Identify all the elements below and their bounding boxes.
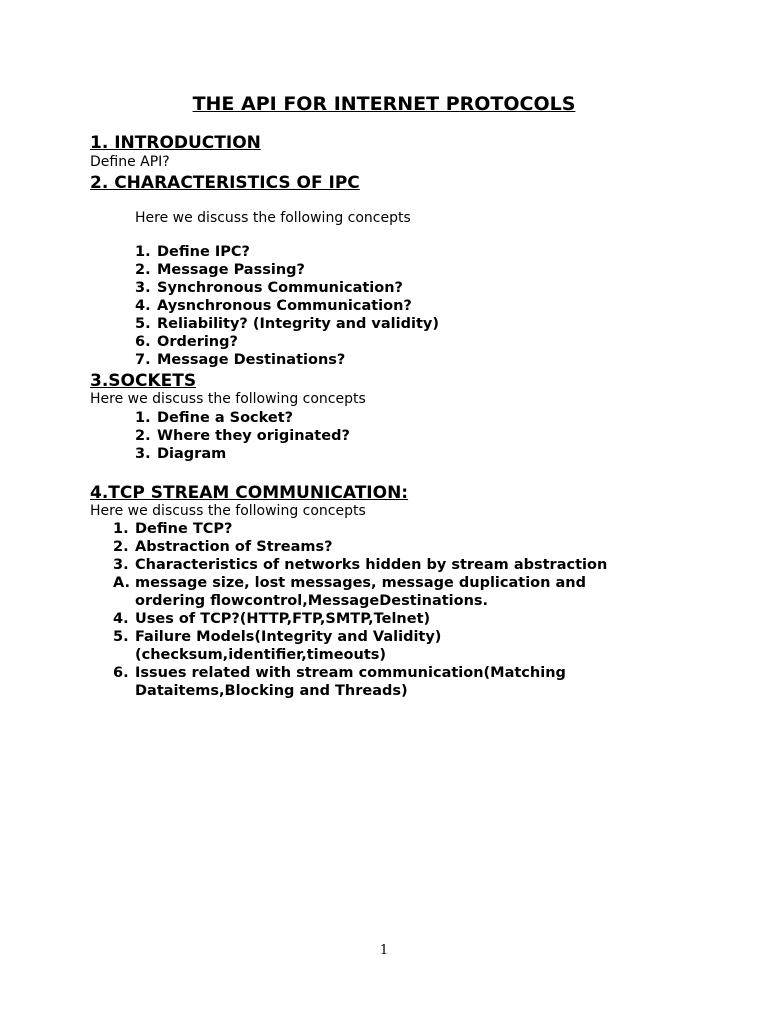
- list-item-text: Message Destinations?: [157, 352, 346, 368]
- list-item: [135, 315, 439, 333]
- list-item-number: 1.: [135, 410, 151, 426]
- section-2-intro: Here we discuss the following concepts: [135, 210, 411, 226]
- section-4-list: [113, 520, 635, 700]
- list-item-text: Define TCP?: [135, 521, 233, 537]
- list-item: [113, 538, 635, 556]
- section-3-intro: Here we discuss the following concepts: [90, 391, 366, 407]
- list-item-text: Define IPC?: [157, 244, 250, 260]
- list-item-number: 2.: [135, 428, 151, 444]
- list-item-number: 7.: [135, 352, 151, 368]
- section-1-text: Define API?: [90, 154, 170, 170]
- list-item: [113, 664, 635, 700]
- section-1-heading: 1. INTRODUCTION: [90, 133, 261, 153]
- list-item-text: Ordering?: [157, 334, 238, 350]
- list-item-text: Abstraction of Streams?: [135, 539, 333, 555]
- list-item-text: Synchronous Communication?: [157, 280, 403, 296]
- list-item-text: Aysnchronous Communication?: [157, 298, 412, 314]
- section-4-heading: 4.TCP STREAM COMMUNICATION:: [90, 483, 409, 503]
- list-item-number: 3.: [135, 280, 151, 296]
- section-2-list: [135, 243, 439, 369]
- list-item-number: 6.: [113, 665, 129, 681]
- section-4-intro: Here we discuss the following concepts: [90, 503, 366, 519]
- section-3-heading: 3.SOCKETS: [90, 371, 197, 391]
- section-2-heading: 2. CHARACTERISTICS OF IPC: [90, 173, 360, 193]
- list-item-number: 5.: [135, 316, 151, 332]
- document-title: THE API FOR INTERNET PROTOCOLS: [192, 93, 576, 115]
- list-item: [135, 351, 439, 369]
- list-item-text: Message Passing?: [157, 262, 305, 278]
- list-item-text: Failure Models(Integrity and Validity) (checksum,identifier,timeouts): [135, 629, 442, 663]
- list-item-number: 2.: [113, 539, 129, 555]
- list-item-text: Where they originated?: [157, 428, 350, 444]
- list-item: [135, 409, 350, 427]
- list-item-text: Characteristics of networks hidden by stream abstraction: [135, 557, 608, 573]
- list-item-text: Reliability? (Integrity and validity): [157, 316, 439, 332]
- list-item-number: A.: [113, 575, 130, 591]
- list-item: [113, 628, 635, 664]
- list-item-number: 3.: [113, 557, 129, 573]
- list-item: [135, 261, 439, 279]
- list-item: [135, 243, 439, 261]
- list-item-text: message size, lost messages, message duplication and ordering flowcontrol,MessageDestinations.: [135, 575, 586, 609]
- section-3-list: [135, 409, 350, 463]
- list-item-number: 1.: [135, 244, 151, 260]
- list-item: [135, 297, 439, 315]
- list-item-text: Issues related with stream communication(Matching Dataitems,Blocking and Threads): [135, 665, 566, 699]
- list-item: [135, 333, 439, 351]
- list-item-text: Diagram: [157, 446, 227, 462]
- list-item-number: 2.: [135, 262, 151, 278]
- list-item: [113, 520, 635, 538]
- list-item: [113, 610, 635, 628]
- list-item-number: 3.: [135, 446, 151, 462]
- list-item: [135, 445, 350, 463]
- list-item-number: 6.: [135, 334, 151, 350]
- list-item: [113, 574, 635, 610]
- page-number: 1: [379, 943, 389, 958]
- list-item-number: 4.: [113, 611, 129, 627]
- list-item: [113, 556, 635, 574]
- list-item-text: Uses of TCP?(HTTP,FTP,SMTP,Telnet): [135, 611, 431, 627]
- list-item-number: 5.: [113, 629, 129, 645]
- list-item-text: Define a Socket?: [157, 410, 294, 426]
- list-item: [135, 427, 350, 445]
- list-item-number: 4.: [135, 298, 151, 314]
- list-item: [135, 279, 439, 297]
- list-item-number: 1.: [113, 521, 129, 537]
